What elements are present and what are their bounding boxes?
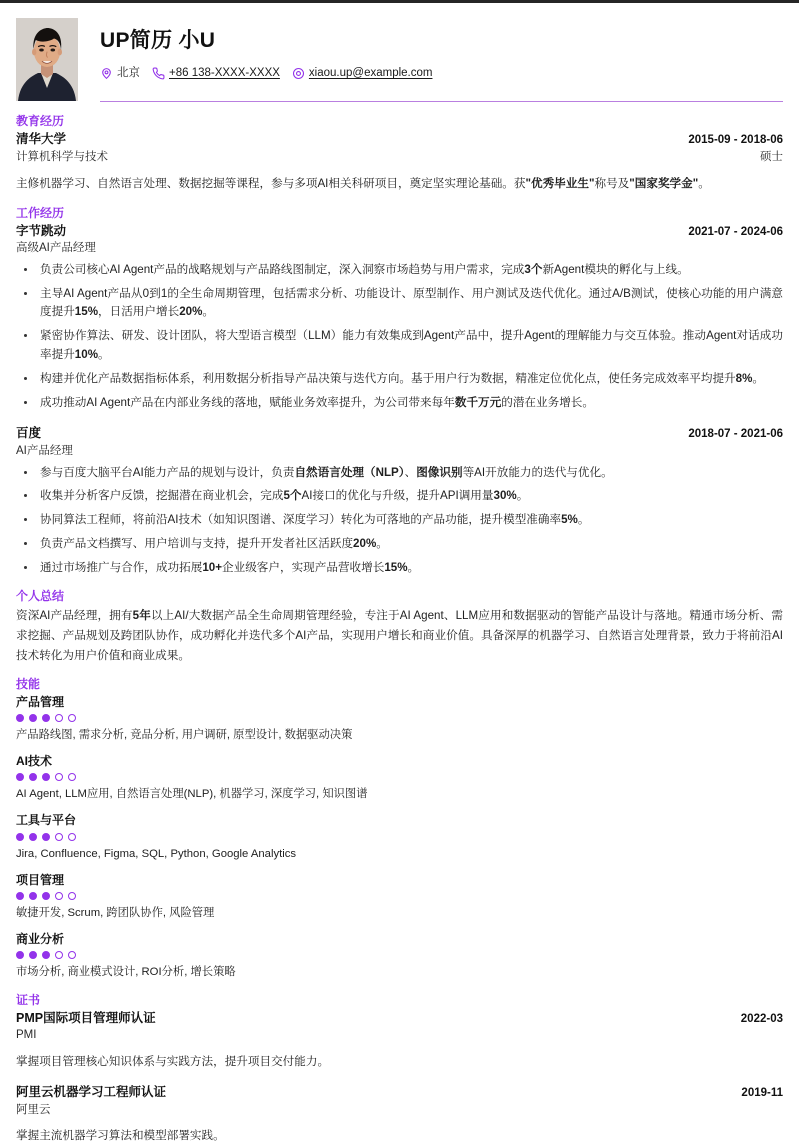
section-title-summary: 个人总结 [16, 589, 65, 604]
work-date: 2021-07 - 2024-06 [688, 225, 783, 238]
education-school: 清华大学 [16, 131, 67, 146]
certificate-entry [16, 1010, 783, 1072]
work-bullet: 通过市场推广与合作，成功拓展10+企业级客户，实现产品营收增长15%。 [16, 559, 783, 578]
certificate-entry-head [16, 1010, 783, 1028]
summary-text: 资深AI产品经理，拥有5年以上AI/大数据产品全生命周期管理经验，专注于AI Agent、LLM应用和数据驱动的智能产品设计与落地。精通市场分析、需求挖掘、产品规划及跨团队协作，成功孵化并迭代多个AI产品，实现用户增长和商业价值。具备深厚的机器学习、自然语言处理背景，致力于将前沿AI技术转化为用户价值和商业成果。 [16, 609, 783, 662]
skill-dot-empty [55, 951, 63, 959]
certificate-entry [16, 1084, 783, 1146]
certificate-description: 掌握主流机器学习算法和模型部署实践。 [16, 1129, 225, 1143]
contact-email-text[interactable]: xiaou.up@example.com [308, 66, 433, 79]
certificate-entry-head [16, 1084, 783, 1102]
resume-header [16, 3, 783, 102]
contact-email[interactable] [292, 67, 433, 80]
work-entry [16, 425, 783, 577]
work-entry-sub [16, 443, 783, 460]
skill-dot-filled [42, 714, 50, 722]
skill-dot-filled [42, 951, 50, 959]
skill-dot-empty [55, 714, 63, 722]
avatar [16, 18, 78, 101]
section-education [16, 115, 783, 194]
work-entry-sub [16, 240, 783, 257]
skill-dot-filled [16, 951, 24, 959]
education-entry-sub [16, 149, 783, 166]
work-role: AI产品经理 [16, 444, 73, 457]
skill-name: 商业分析 [16, 931, 65, 946]
skill-dot-empty [68, 951, 76, 959]
skill-items: Jira, Confluence, Figma, SQL, Python, Google Analytics [16, 847, 297, 860]
skill-dot-empty [68, 892, 76, 900]
header-divider [100, 101, 783, 102]
work-bullet: 主导AI Agent产品从0到1的全生命周期管理，包括需求分析、功能设计、原型制作、用户测试及迭代优化。通过A/B测试，使核心功能的用户满意度提升15%，日活用户增长20%。 [16, 285, 783, 323]
skill-dot-empty [68, 714, 76, 722]
section-skills [16, 678, 783, 980]
work-entry [16, 223, 783, 413]
skill-level-dots [16, 951, 783, 959]
header-text-block [78, 18, 783, 102]
skill-group [16, 931, 783, 981]
skill-dot-empty [68, 773, 76, 781]
work-bullets [16, 261, 783, 412]
work-company: 字节跳动 [16, 223, 67, 238]
skill-dot-filled [16, 833, 24, 841]
skill-level-dots [16, 773, 783, 781]
skill-items: AI Agent, LLM应用, 自然语言处理(NLP), 机器学习, 深度学习, 知识图谱 [16, 788, 368, 801]
skill-name: 工具与平台 [16, 813, 77, 828]
certificate-date: 2022-03 [740, 1012, 783, 1025]
skill-dot-filled [29, 833, 37, 841]
certificate-entry-sub [16, 1027, 783, 1044]
skill-group [16, 694, 783, 744]
work-entry-head [16, 223, 783, 241]
skill-dot-filled [42, 773, 50, 781]
certificate-date: 2019-11 [741, 1087, 783, 1100]
education-entry [16, 131, 783, 194]
skill-name: AI技术 [16, 754, 53, 769]
skill-dot-filled [42, 833, 50, 841]
work-bullet: 紧密协作算法、研发、设计团队，将大型语言模型（LLM）能力有效集成到Agent产品中，提升Agent的理解能力与交互体验。推动Agent对话成功率提升10%。 [16, 327, 783, 365]
skill-dot-filled [16, 714, 24, 722]
education-description: 主修机器学习、自然语言处理、数据挖掘等课程，参与多项AI相关科研项目，奠定坚实理论基础。获"优秀毕业生"称号及"国家奖学金"。 [16, 177, 710, 191]
certificate-name: PMP国际项目管理师认证 [16, 1010, 156, 1025]
skill-group [16, 753, 783, 803]
certificate-entry-sub [16, 1102, 783, 1119]
certificate-issuer: 阿里云 [16, 1103, 51, 1116]
skill-dot-filled [42, 892, 50, 900]
skill-items: 敏捷开发, Scrum, 跨团队协作, 风险管理 [16, 906, 215, 919]
contact-phone[interactable] [152, 67, 280, 80]
certificate-issuer: PMI [16, 1029, 37, 1042]
work-company: 百度 [16, 426, 42, 441]
education-major: 计算机科学与技术 [16, 150, 108, 163]
contact-location [100, 67, 140, 80]
work-bullet: 负责产品文档撰写、用户培训与支持，提升开发者社区活跃度20%。 [16, 535, 783, 554]
section-summary [16, 590, 783, 665]
location-pin-icon [100, 67, 113, 80]
work-bullets [16, 464, 783, 578]
skill-dot-empty [55, 833, 63, 841]
skill-name: 产品管理 [16, 695, 65, 710]
certificate-name: 阿里云机器学习工程师认证 [16, 1085, 167, 1100]
skill-group-list [16, 694, 783, 981]
section-certificates [16, 994, 783, 1146]
skill-level-dots [16, 714, 783, 722]
education-entry-head [16, 131, 783, 149]
section-work [16, 207, 783, 578]
contact-phone-text[interactable]: +86 138-XXXX-XXXX [169, 66, 280, 79]
section-title-work: 工作经历 [16, 205, 65, 220]
skill-dot-filled [29, 892, 37, 900]
work-bullet: 负责公司核心AI Agent产品的战略规划与产品路线图制定，深入洞察市场趋势与用户需求，完成3个新Agent模块的孵化与上线。 [16, 261, 783, 280]
education-date: 2015-09 - 2018-06 [688, 133, 783, 146]
skill-group [16, 872, 783, 922]
section-title-certificates: 证书 [16, 992, 41, 1007]
skill-dot-empty [68, 833, 76, 841]
work-bullet: 协同算法工程师，将前沿AI技术（如知识图谱、深度学习）转化为可落地的产品功能，提升模型准确率5%。 [16, 511, 783, 530]
skill-items: 产品路线图, 需求分析, 竞品分析, 用户调研, 原型设计, 数据驱动决策 [16, 729, 353, 742]
skill-dot-filled [29, 773, 37, 781]
work-entry-head [16, 425, 783, 443]
work-role: 高级AI产品经理 [16, 242, 96, 255]
skill-level-dots [16, 833, 783, 841]
phone-icon [152, 67, 165, 80]
work-entry-list [16, 223, 783, 578]
skill-dot-filled [29, 951, 37, 959]
skill-dot-empty [55, 773, 63, 781]
section-title-education: 教育经历 [16, 114, 65, 129]
work-bullet: 构建并优化产品数据指标体系，利用数据分析指导产品决策与迭代方向。基于用户行为数据，精准定位优化点，使任务完成效率平均提升8%。 [16, 370, 783, 389]
certificate-list [16, 1010, 783, 1146]
skill-dot-filled [29, 714, 37, 722]
skill-items: 市场分析, 商业模式设计, ROI分析, 增长策略 [16, 965, 236, 978]
skill-dot-filled [16, 892, 24, 900]
work-bullet: 成功推动AI Agent产品在内部业务线的落地，赋能业务效率提升，为公司带来每年数千万元的潜在业务增长。 [16, 394, 783, 413]
page-title: UP简历 小U [100, 29, 216, 52]
section-title-skills: 技能 [16, 677, 41, 692]
contact-location-text: 北京 [117, 66, 140, 79]
education-degree: 硕士 [760, 150, 783, 163]
skill-dot-filled [16, 773, 24, 781]
contact-row [100, 67, 783, 80]
work-date: 2018-07 - 2021-06 [688, 428, 783, 441]
skill-group [16, 812, 783, 862]
email-at-icon [292, 67, 305, 80]
work-bullet: 收集并分析客户反馈，挖掘潜在商业机会，完成5个AI接口的优化与升级，提升API调用量30%。 [16, 487, 783, 506]
skill-level-dots [16, 892, 783, 900]
profile-photo-icon [16, 18, 78, 101]
certificate-description: 掌握项目管理核心知识体系与实践方法，提升项目交付能力。 [16, 1054, 330, 1068]
skill-dot-empty [55, 892, 63, 900]
skill-name: 项目管理 [16, 872, 65, 887]
work-bullet: 参与百度大脑平台AI能力产品的规划与设计，负责自然语言处理（NLP）、图像识别等AI开放能力的迭代与优化。 [16, 464, 783, 483]
